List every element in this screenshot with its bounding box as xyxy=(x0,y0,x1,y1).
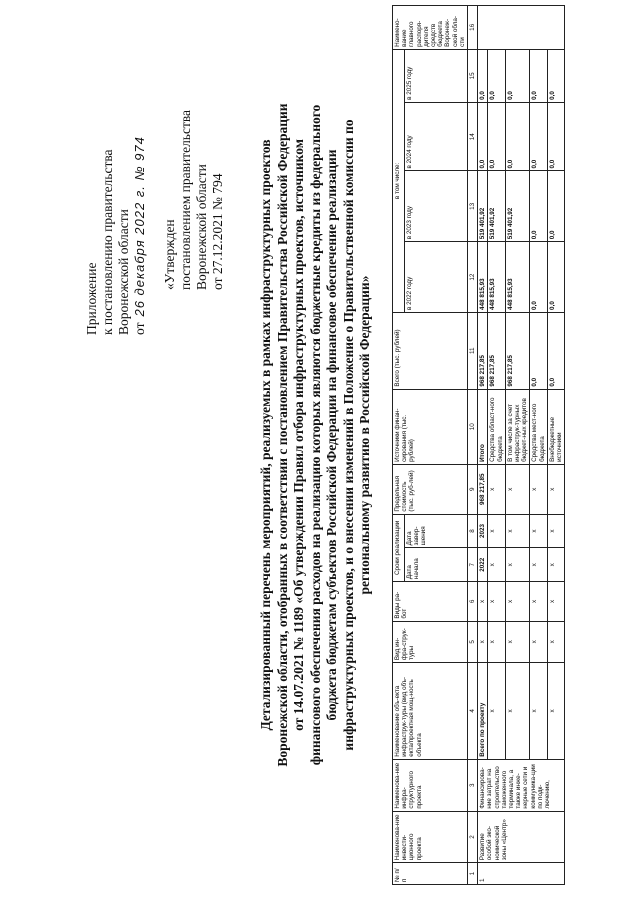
row-number: 1 xyxy=(478,863,565,885)
header-project: Наименова-ние инвести-ционного проекта xyxy=(393,811,468,863)
end-cell: х xyxy=(488,514,505,548)
y2024-cell: 0,0 xyxy=(547,102,564,171)
infra-type-cell: х xyxy=(530,621,547,662)
max-cost-cell: х xyxy=(505,464,530,514)
header-2025: в 2025 году xyxy=(405,49,468,102)
start-cell: х xyxy=(488,548,505,582)
title-line: Воронежской области, отобранных в соответствии с постановлением Правительства Российской Федерации xyxy=(274,103,290,767)
col-number: 1 xyxy=(468,863,478,885)
appendix-line: Воронежской области xyxy=(116,209,131,335)
y2023-cell: 0,0 xyxy=(530,171,547,242)
source-cell: Внебюджетные источники xyxy=(547,389,564,464)
header-infra-project: Наименова-ние инфра-структурного проекта xyxy=(393,759,468,811)
work-type-cell: х xyxy=(478,582,488,621)
y2025-cell: 0,0 xyxy=(488,49,505,102)
col-number: 10 xyxy=(468,389,478,464)
header-source: Источники финан-сирования (тыс. рублей) xyxy=(393,389,468,464)
y2024-cell: 0,0 xyxy=(530,102,547,171)
appendix-block xyxy=(84,136,148,335)
start-cell: 2022 xyxy=(478,548,488,582)
document-title xyxy=(258,35,374,835)
total-cell: 968 217,85 xyxy=(505,312,530,389)
table-row xyxy=(478,6,488,885)
y2022-cell: 448 815,93 xyxy=(488,242,505,313)
appendix-line: Приложение xyxy=(84,262,99,335)
infra-type-cell: х xyxy=(547,621,564,662)
projects-table xyxy=(392,5,565,885)
total-cell: 968 217,85 xyxy=(478,312,488,389)
title-line: бюджета бюджетам субъектов Российской Федерации на финансовое обеспечение реализации xyxy=(324,149,339,721)
header-terms: Сроки реализации xyxy=(393,514,405,581)
end-cell: х xyxy=(505,514,530,548)
header-admin: Наимено-вание главного распоря-дителя средств бюджета Воронеж-ской обла-сти xyxy=(393,6,468,50)
col-number: 11 xyxy=(468,312,478,389)
col-number: 13 xyxy=(468,171,478,242)
total-cell: 0,0 xyxy=(530,312,547,389)
col-number: 5 xyxy=(468,621,478,662)
object-cell: х xyxy=(530,663,547,760)
object-cell: х xyxy=(488,663,505,760)
y2024-cell: 0,0 xyxy=(478,102,488,171)
approved-line: Воронежской области xyxy=(194,164,209,290)
header-no: № п/п xyxy=(393,863,468,885)
max-cost-cell: х xyxy=(547,464,564,514)
y2025-cell: 0,0 xyxy=(547,49,564,102)
work-type-cell: х xyxy=(547,582,564,621)
object-cell: х xyxy=(505,663,530,760)
y2022-cell: 448 815,93 xyxy=(478,242,488,313)
max-cost-cell: х xyxy=(488,464,505,514)
y2023-cell: 519 401,92 xyxy=(488,171,505,242)
col-number: 16 xyxy=(468,6,478,50)
y2023-cell: 0,0 xyxy=(547,171,564,242)
source-cell: Средства мест-ного бюджета xyxy=(530,389,547,464)
header-2024: в 2024 году xyxy=(405,102,468,171)
header-work-type: Виды ра-бот xyxy=(393,582,468,621)
col-number: 15 xyxy=(468,49,478,102)
source-cell: В том числе за счет инфраструк-турных бюджет-ных кредитов xyxy=(505,389,530,464)
appendix-line: к постановлению правительства xyxy=(100,149,115,335)
col-number: 8 xyxy=(468,514,478,548)
approved-line: постановлением правительства xyxy=(178,109,193,290)
header-total: Всего (тыс. рублей) xyxy=(393,312,468,389)
col-number: 4 xyxy=(468,663,478,760)
header-start: Дата начала xyxy=(405,548,468,582)
infra-project-name: Финансирова-ние затрат на строительство таможенного терминала, а также инже-нерные сети и коммуника-ции по подк-лючению, xyxy=(478,759,565,811)
start-cell: х xyxy=(547,548,564,582)
header-incl: в том числе: xyxy=(393,49,405,312)
infra-type-cell: х xyxy=(478,621,488,662)
title-line: финансового обеспечения расходов на реализацию которых являются бюджетные кредиты из федерального xyxy=(307,104,323,766)
y2023-cell: 519 401,92 xyxy=(505,171,530,242)
y2022-cell: 0,0 xyxy=(530,242,547,313)
col-number: 12 xyxy=(468,242,478,313)
infra-type-cell: х xyxy=(505,621,530,662)
handwritten-date: 26 декабря 2022 г. № 974 xyxy=(132,136,147,317)
end-cell: х xyxy=(530,514,547,548)
appendix-date xyxy=(132,136,148,335)
y2023-cell: 519 401,92 xyxy=(478,171,488,242)
work-type-cell: х xyxy=(530,582,547,621)
y2025-cell: 0,0 xyxy=(530,49,547,102)
start-cell: х xyxy=(505,548,530,582)
approved-line: от 27.12.2021 № 794 xyxy=(210,173,225,290)
admin-cell xyxy=(478,6,565,50)
col-number: 14 xyxy=(468,102,478,171)
title-line: от 14.07.2021 № 1189 «Об утверждении Правил отбора инфраструктурных проектов, источником xyxy=(291,139,306,731)
header-max-cost: Предельная стоимость (тыс. руб-лей) xyxy=(393,464,468,514)
header-2022: в 2022 году xyxy=(405,242,468,313)
header-infra-type: Вид ин-фра-струк-туры xyxy=(393,621,468,662)
col-number: 9 xyxy=(468,464,478,514)
project-name: Развитие особой эко-номической зоны «Центр» xyxy=(478,811,565,863)
col-number: 2 xyxy=(468,811,478,863)
end-cell: 2023 xyxy=(478,514,488,548)
object-cell: Всего по проекту xyxy=(478,663,488,760)
work-type-cell: х xyxy=(488,582,505,621)
y2025-cell: 0,0 xyxy=(478,49,488,102)
object-cell: х xyxy=(547,663,564,760)
max-cost-cell: х xyxy=(530,464,547,514)
start-cell: х xyxy=(530,548,547,582)
header-object: Наименование объ-екта инфраструк-туры (вид объ-екта/проектная мощ-ность объекта xyxy=(393,663,468,760)
col-number: 7 xyxy=(468,548,478,582)
title-line: Детализированный перечень мероприятий, реализуемых в рамках инфраструктурных проектов xyxy=(258,139,273,731)
col-number: 3 xyxy=(468,759,478,811)
col-number: 6 xyxy=(468,582,478,621)
y2022-cell: 0,0 xyxy=(547,242,564,313)
y2024-cell: 0,0 xyxy=(488,102,505,171)
table-row xyxy=(547,6,564,885)
source-cell: Средства област-ного бюджета xyxy=(488,389,505,464)
title-line: региональному развитию в Российской Федерации» xyxy=(357,275,372,595)
column-number-row xyxy=(468,6,478,885)
table-row xyxy=(505,6,530,885)
header-end: Дата завер-шения xyxy=(405,514,468,548)
total-cell: 0,0 xyxy=(547,312,564,389)
table-row xyxy=(488,6,505,885)
table-row xyxy=(530,6,547,885)
end-cell: х xyxy=(547,514,564,548)
title-line: инфраструктурных проектов, и о внесении изменений в Положение о Правительственной комиссии по xyxy=(340,119,356,751)
y2025-cell: 0,0 xyxy=(505,49,530,102)
work-type-cell: х xyxy=(505,582,530,621)
y2024-cell: 0,0 xyxy=(505,102,530,171)
y2022-cell: 448 815,93 xyxy=(505,242,530,313)
max-cost-cell: 968 217,85 xyxy=(478,464,488,514)
header-2023: в 2023 году xyxy=(405,171,468,242)
source-cell: Итого xyxy=(478,389,488,464)
approved-block xyxy=(162,110,226,290)
approved-line: «Утвержден xyxy=(162,219,177,290)
infra-type-cell: х xyxy=(488,621,505,662)
date-prefix: от xyxy=(132,322,147,335)
total-cell: 968 217,85 xyxy=(488,312,505,389)
